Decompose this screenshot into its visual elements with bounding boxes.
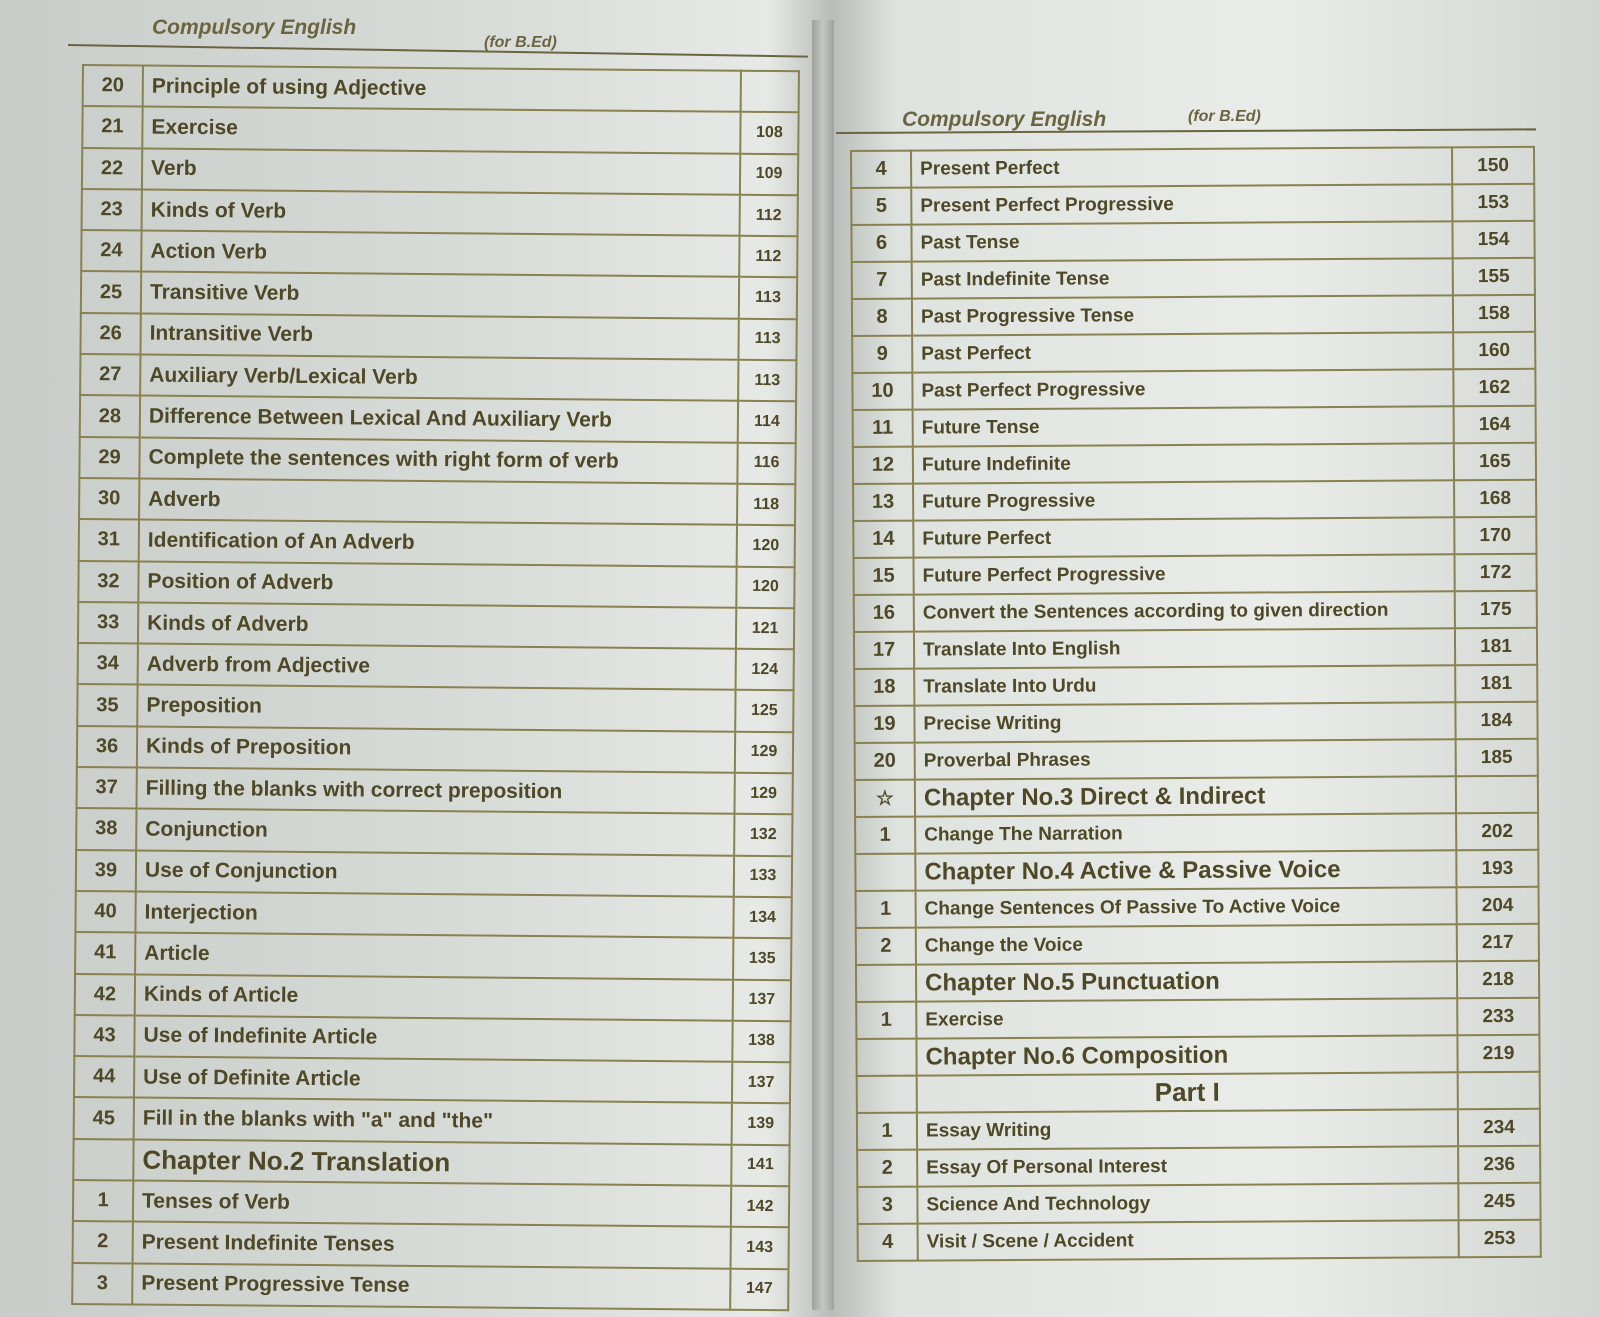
toc-row (83, 65, 799, 113)
toc-row (82, 189, 798, 237)
toc-row (74, 1056, 790, 1104)
entry-title: Chapter No.6 Composition (916, 1035, 1457, 1075)
entry-title: Present Progressive Tense (132, 1263, 730, 1310)
toc-row (857, 1146, 1540, 1187)
toc-row (854, 702, 1537, 743)
toc-row (81, 271, 797, 319)
entry-number: 7 (852, 262, 912, 299)
entry-page-number: 175 (1455, 591, 1537, 629)
entry-title: Precise Writing (914, 702, 1455, 742)
entry-number (73, 1139, 133, 1181)
entry-number: 1 (73, 1180, 133, 1222)
entry-title: Future Progressive (913, 480, 1454, 520)
entry-number: 42 (75, 974, 135, 1016)
entry-number: 45 (74, 1097, 134, 1139)
entry-page-number: 138 (732, 1021, 790, 1063)
toc-row (857, 1109, 1540, 1150)
right-page (830, 0, 1600, 1317)
entry-title: Present Perfect (911, 147, 1452, 187)
entry-page-number: 219 (1457, 1035, 1539, 1073)
entry-number: 1 (856, 891, 916, 928)
entry-number: 39 (76, 850, 136, 892)
toc-row (856, 998, 1539, 1039)
entry-number: 23 (82, 189, 142, 231)
entry-title: Kinds of Adverb (138, 602, 736, 649)
entry-number (856, 1039, 916, 1076)
entry-title: Filling the blanks with correct preposition (137, 768, 735, 815)
entry-title: Chapter No.2 Translation (133, 1139, 731, 1186)
entry-title: Future Perfect (913, 517, 1454, 557)
toc-row (81, 230, 797, 278)
entry-page-number: 150 (1452, 147, 1534, 185)
entry-number: 13 (853, 484, 913, 521)
entry-page-number: 253 (1459, 1220, 1541, 1258)
entry-page-number: 170 (1454, 517, 1536, 555)
entry-title: Conjunction (136, 809, 734, 856)
entry-number: 34 (78, 643, 138, 685)
entry-title: Essay Writing (917, 1109, 1458, 1149)
toc-row (856, 1035, 1539, 1076)
entry-number: 40 (75, 891, 135, 933)
entry-title: Action Verb (141, 231, 739, 278)
entry-number: 18 (854, 669, 914, 706)
entry-page-number: 113 (738, 360, 796, 402)
entry-page-number: 125 (735, 690, 793, 732)
entry-page-number: 168 (1454, 480, 1536, 518)
entry-title: Change the Voice (916, 924, 1457, 964)
entry-page-number: 147 (730, 1268, 788, 1310)
entry-number: 41 (75, 932, 135, 974)
entry-page-number: 114 (738, 401, 796, 443)
entry-number: 43 (74, 1015, 134, 1057)
toc-row (857, 1183, 1540, 1224)
entry-title: Past Perfect Progressive (912, 369, 1453, 409)
entry-title: Chapter No.5 Punctuation (916, 961, 1457, 1001)
entry-number: 29 (79, 437, 139, 479)
entry-page-number: 113 (738, 319, 796, 361)
entry-title: Convert the Sentences according to given direction (914, 591, 1455, 631)
toc-row (73, 1180, 789, 1228)
entry-number: 20 (83, 65, 143, 107)
toc-row (855, 813, 1538, 854)
toc-row (78, 561, 794, 609)
right-toc-table (850, 146, 1542, 1262)
toc-row (77, 726, 793, 774)
entry-title: Present Perfect Progressive (911, 184, 1452, 224)
toc-row (73, 1139, 789, 1187)
entry-page-number: 233 (1457, 998, 1539, 1036)
entry-page-number: 172 (1454, 554, 1536, 592)
entry-title: Use of Indefinite Article (134, 1015, 732, 1062)
entry-number: 21 (82, 106, 142, 148)
toc-row (854, 665, 1537, 706)
entry-number: ☆ (855, 780, 915, 817)
entry-title: Present Indefinite Tenses (133, 1222, 731, 1269)
entry-page-number: 184 (1455, 702, 1537, 740)
entry-page-number: 181 (1455, 665, 1537, 703)
entry-page-number: 109 (740, 153, 798, 195)
entry-number: 3 (72, 1263, 132, 1305)
entry-page-number: 124 (736, 649, 794, 691)
entry-title: Intransitive Verb (140, 313, 738, 360)
entry-page-number: 158 (1453, 295, 1535, 333)
entry-title: Kinds of Article (135, 974, 733, 1021)
entry-number: 37 (77, 767, 137, 809)
entry-title: Auxiliary Verb/Lexical Verb (140, 355, 738, 402)
entry-page-number: 141 (731, 1144, 789, 1186)
entry-page-number: 236 (1458, 1146, 1540, 1184)
entry-number (857, 1076, 917, 1113)
entry-number: 33 (78, 602, 138, 644)
toc-row (77, 684, 793, 732)
entry-page-number: 137 (732, 1062, 790, 1104)
toc-row (79, 478, 795, 526)
entry-page-number: 181 (1455, 628, 1537, 666)
entry-number: 30 (79, 478, 139, 520)
entry-number: 36 (77, 726, 137, 768)
entry-title: Essay Of Personal Interest (917, 1146, 1458, 1186)
entry-number: 4 (858, 1224, 918, 1261)
entry-page-number: 135 (733, 938, 791, 980)
entry-title: Translate Into English (914, 628, 1455, 668)
entry-title: Future Indefinite (913, 443, 1454, 483)
entry-page-number: 112 (739, 236, 797, 278)
entry-number: 1 (856, 1002, 916, 1039)
entry-title: Change Sentences Of Passive To Active Voice (916, 887, 1457, 927)
toc-row (857, 1072, 1540, 1113)
toc-row (852, 258, 1535, 299)
entry-page-number (1456, 776, 1538, 814)
toc-row (82, 106, 798, 154)
left-header-title: Compulsory English (152, 16, 357, 39)
entry-number (856, 965, 916, 1002)
entry-page-number: 118 (737, 484, 795, 526)
entry-title: Exercise (916, 998, 1457, 1038)
entry-number: 2 (856, 928, 916, 965)
entry-page-number: 155 (1453, 258, 1535, 296)
entry-title: Past Tense (911, 221, 1452, 261)
toc-row (74, 1097, 790, 1145)
entry-title: Kinds of Preposition (137, 726, 735, 773)
entry-number: 1 (855, 817, 915, 854)
toc-row (851, 184, 1534, 225)
entry-page-number: 164 (1454, 406, 1536, 444)
toc-row (853, 443, 1536, 484)
entry-number (855, 854, 915, 891)
entry-title: Proverbal Phrases (915, 739, 1456, 779)
entry-number: 26 (80, 313, 140, 355)
entry-title: Use of Conjunction (136, 850, 734, 897)
toc-row (76, 808, 792, 856)
entry-title: Science And Technology (917, 1183, 1458, 1223)
entry-title: Past Perfect (912, 332, 1453, 372)
entry-number: 38 (76, 808, 136, 850)
toc-row (75, 974, 791, 1022)
toc-row (856, 924, 1539, 965)
entry-page-number: 132 (734, 814, 792, 856)
entry-number: 5 (851, 188, 911, 225)
toc-row (852, 332, 1535, 373)
entry-title: Interjection (135, 891, 733, 938)
toc-row (73, 1221, 789, 1269)
entry-page-number: 120 (736, 566, 794, 608)
entry-page-number: 129 (734, 773, 792, 815)
entry-page-number: 234 (1458, 1109, 1540, 1147)
toc-row (855, 739, 1538, 780)
entry-number: 24 (81, 230, 141, 272)
entry-title: Kinds of Verb (142, 189, 740, 236)
right-running-head (902, 108, 1261, 132)
left-header-subtitle: (for B.Ed) (484, 34, 557, 51)
entry-number: 17 (854, 632, 914, 669)
toc-row (855, 850, 1538, 891)
entry-page-number: 245 (1458, 1183, 1540, 1221)
entry-number: 19 (854, 706, 914, 743)
entry-page-number: 218 (1457, 961, 1539, 999)
entry-title: Chapter No.3 Direct & Indirect (915, 776, 1456, 816)
entry-title: Position of Adverb (138, 561, 736, 608)
entry-title: Past Indefinite Tense (912, 258, 1453, 298)
entry-page-number: 116 (737, 442, 795, 484)
entry-number: 2 (857, 1150, 917, 1187)
entry-page-number: 165 (1454, 443, 1536, 481)
entry-title: Past Progressive Tense (912, 295, 1453, 335)
left-toc-table (71, 64, 800, 1311)
entry-page-number (1458, 1072, 1540, 1110)
toc-row (79, 437, 795, 485)
toc-row (855, 776, 1538, 817)
entry-title: Article (135, 933, 733, 980)
entry-page-number: 193 (1456, 850, 1538, 888)
entry-title: Translate Into Urdu (914, 665, 1455, 705)
entry-number: 3 (857, 1187, 917, 1224)
entry-number: 22 (82, 148, 142, 190)
entry-title: Verb (142, 148, 740, 195)
toc-row (75, 891, 791, 939)
toc-row (853, 480, 1536, 521)
toc-row (79, 519, 795, 567)
entry-page-number: 129 (735, 731, 793, 773)
entry-number: 10 (852, 373, 912, 410)
toc-row (854, 591, 1537, 632)
toc-row (78, 602, 794, 650)
toc-row (856, 961, 1539, 1002)
toc-row (76, 850, 792, 898)
entry-title: Adverb (139, 478, 737, 525)
entry-page-number: 160 (1453, 332, 1535, 370)
entry-title: Change The Narration (915, 813, 1456, 853)
entry-title: Future Perfect Progressive (913, 554, 1454, 594)
toc-row (72, 1263, 788, 1311)
toc-row (80, 313, 796, 361)
entry-number: 14 (853, 521, 913, 558)
toc-row (80, 395, 796, 443)
entry-page-number: 139 (732, 1103, 790, 1145)
entry-page-number: 185 (1456, 739, 1538, 777)
entry-page-number: 153 (1452, 184, 1534, 222)
entry-title: Exercise (142, 107, 740, 154)
entry-page-number (741, 71, 799, 113)
entry-title: Visit / Scene / Accident (918, 1220, 1459, 1260)
entry-page-number: 120 (737, 525, 795, 567)
entry-page-number: 112 (740, 195, 798, 237)
entry-number: 16 (854, 595, 914, 632)
entry-title: Identification of An Adverb (139, 520, 737, 567)
toc-row (77, 767, 793, 815)
toc-row (852, 295, 1535, 336)
entry-page-number: 121 (736, 608, 794, 650)
left-running-head (152, 16, 557, 51)
entry-title: Use of Definite Article (134, 1057, 732, 1104)
entry-title: Fill in the blanks with "a" and "the" (134, 1098, 732, 1145)
toc-row (82, 148, 798, 196)
entry-number: 27 (80, 354, 140, 396)
entry-page-number: 137 (733, 979, 791, 1021)
entry-number: 11 (853, 410, 913, 447)
entry-number: 25 (81, 271, 141, 313)
entry-title: Part I (917, 1072, 1458, 1112)
toc-row (851, 221, 1534, 262)
entry-number: 20 (855, 743, 915, 780)
entry-title: Difference Between Lexical And Auxiliary Verb (140, 396, 738, 443)
entry-number: 28 (80, 395, 140, 437)
entry-page-number: 108 (740, 112, 798, 154)
entry-title: Principle of using Adjective (143, 66, 741, 113)
toc-row (853, 554, 1536, 595)
toc-row (856, 887, 1539, 928)
toc-row (75, 932, 791, 980)
entry-page-number: 217 (1457, 924, 1539, 962)
entry-page-number: 202 (1456, 813, 1538, 851)
toc-row (74, 1015, 790, 1063)
entry-page-number: 133 (734, 855, 792, 897)
entry-number: 31 (79, 519, 139, 561)
entry-number: 4 (851, 151, 911, 188)
entry-page-number: 162 (1453, 369, 1535, 407)
entry-title: Tenses of Verb (133, 1181, 731, 1228)
toc-row (853, 517, 1536, 558)
left-header-rule (68, 44, 808, 58)
entry-number: 35 (77, 684, 137, 726)
entry-number: 6 (851, 225, 911, 262)
entry-title: Transitive Verb (141, 272, 739, 319)
entry-page-number: 142 (731, 1186, 789, 1228)
entry-number: 44 (74, 1056, 134, 1098)
entry-number: 9 (852, 336, 912, 373)
toc-row (853, 406, 1536, 447)
toc-row (858, 1220, 1541, 1261)
right-header-subtitle: (for B.Ed) (1188, 108, 1261, 125)
entry-page-number: 154 (1452, 221, 1534, 259)
entry-title: Adverb from Adjective (138, 644, 736, 691)
entry-number: 8 (852, 299, 912, 336)
right-header-title: Compulsory English (902, 108, 1107, 131)
toc-row (852, 369, 1535, 410)
toc-row (80, 354, 796, 402)
entry-page-number: 134 (733, 897, 791, 939)
toc-row (78, 643, 794, 691)
entry-number: 2 (73, 1221, 133, 1263)
entry-number: 15 (853, 558, 913, 595)
entry-page-number: 113 (739, 277, 797, 319)
entry-title: Chapter No.4 Active & Passive Voice (915, 850, 1456, 890)
entry-title: Complete the sentences with right form of verb (139, 437, 737, 484)
toc-row (854, 628, 1537, 669)
entry-number: 1 (857, 1113, 917, 1150)
entry-page-number: 204 (1457, 887, 1539, 925)
toc-row (851, 147, 1534, 188)
entry-number: 32 (78, 561, 138, 603)
entry-title: Preposition (137, 685, 735, 732)
entry-page-number: 143 (731, 1227, 789, 1269)
entry-number: 12 (853, 447, 913, 484)
entry-title: Future Tense (913, 406, 1454, 446)
